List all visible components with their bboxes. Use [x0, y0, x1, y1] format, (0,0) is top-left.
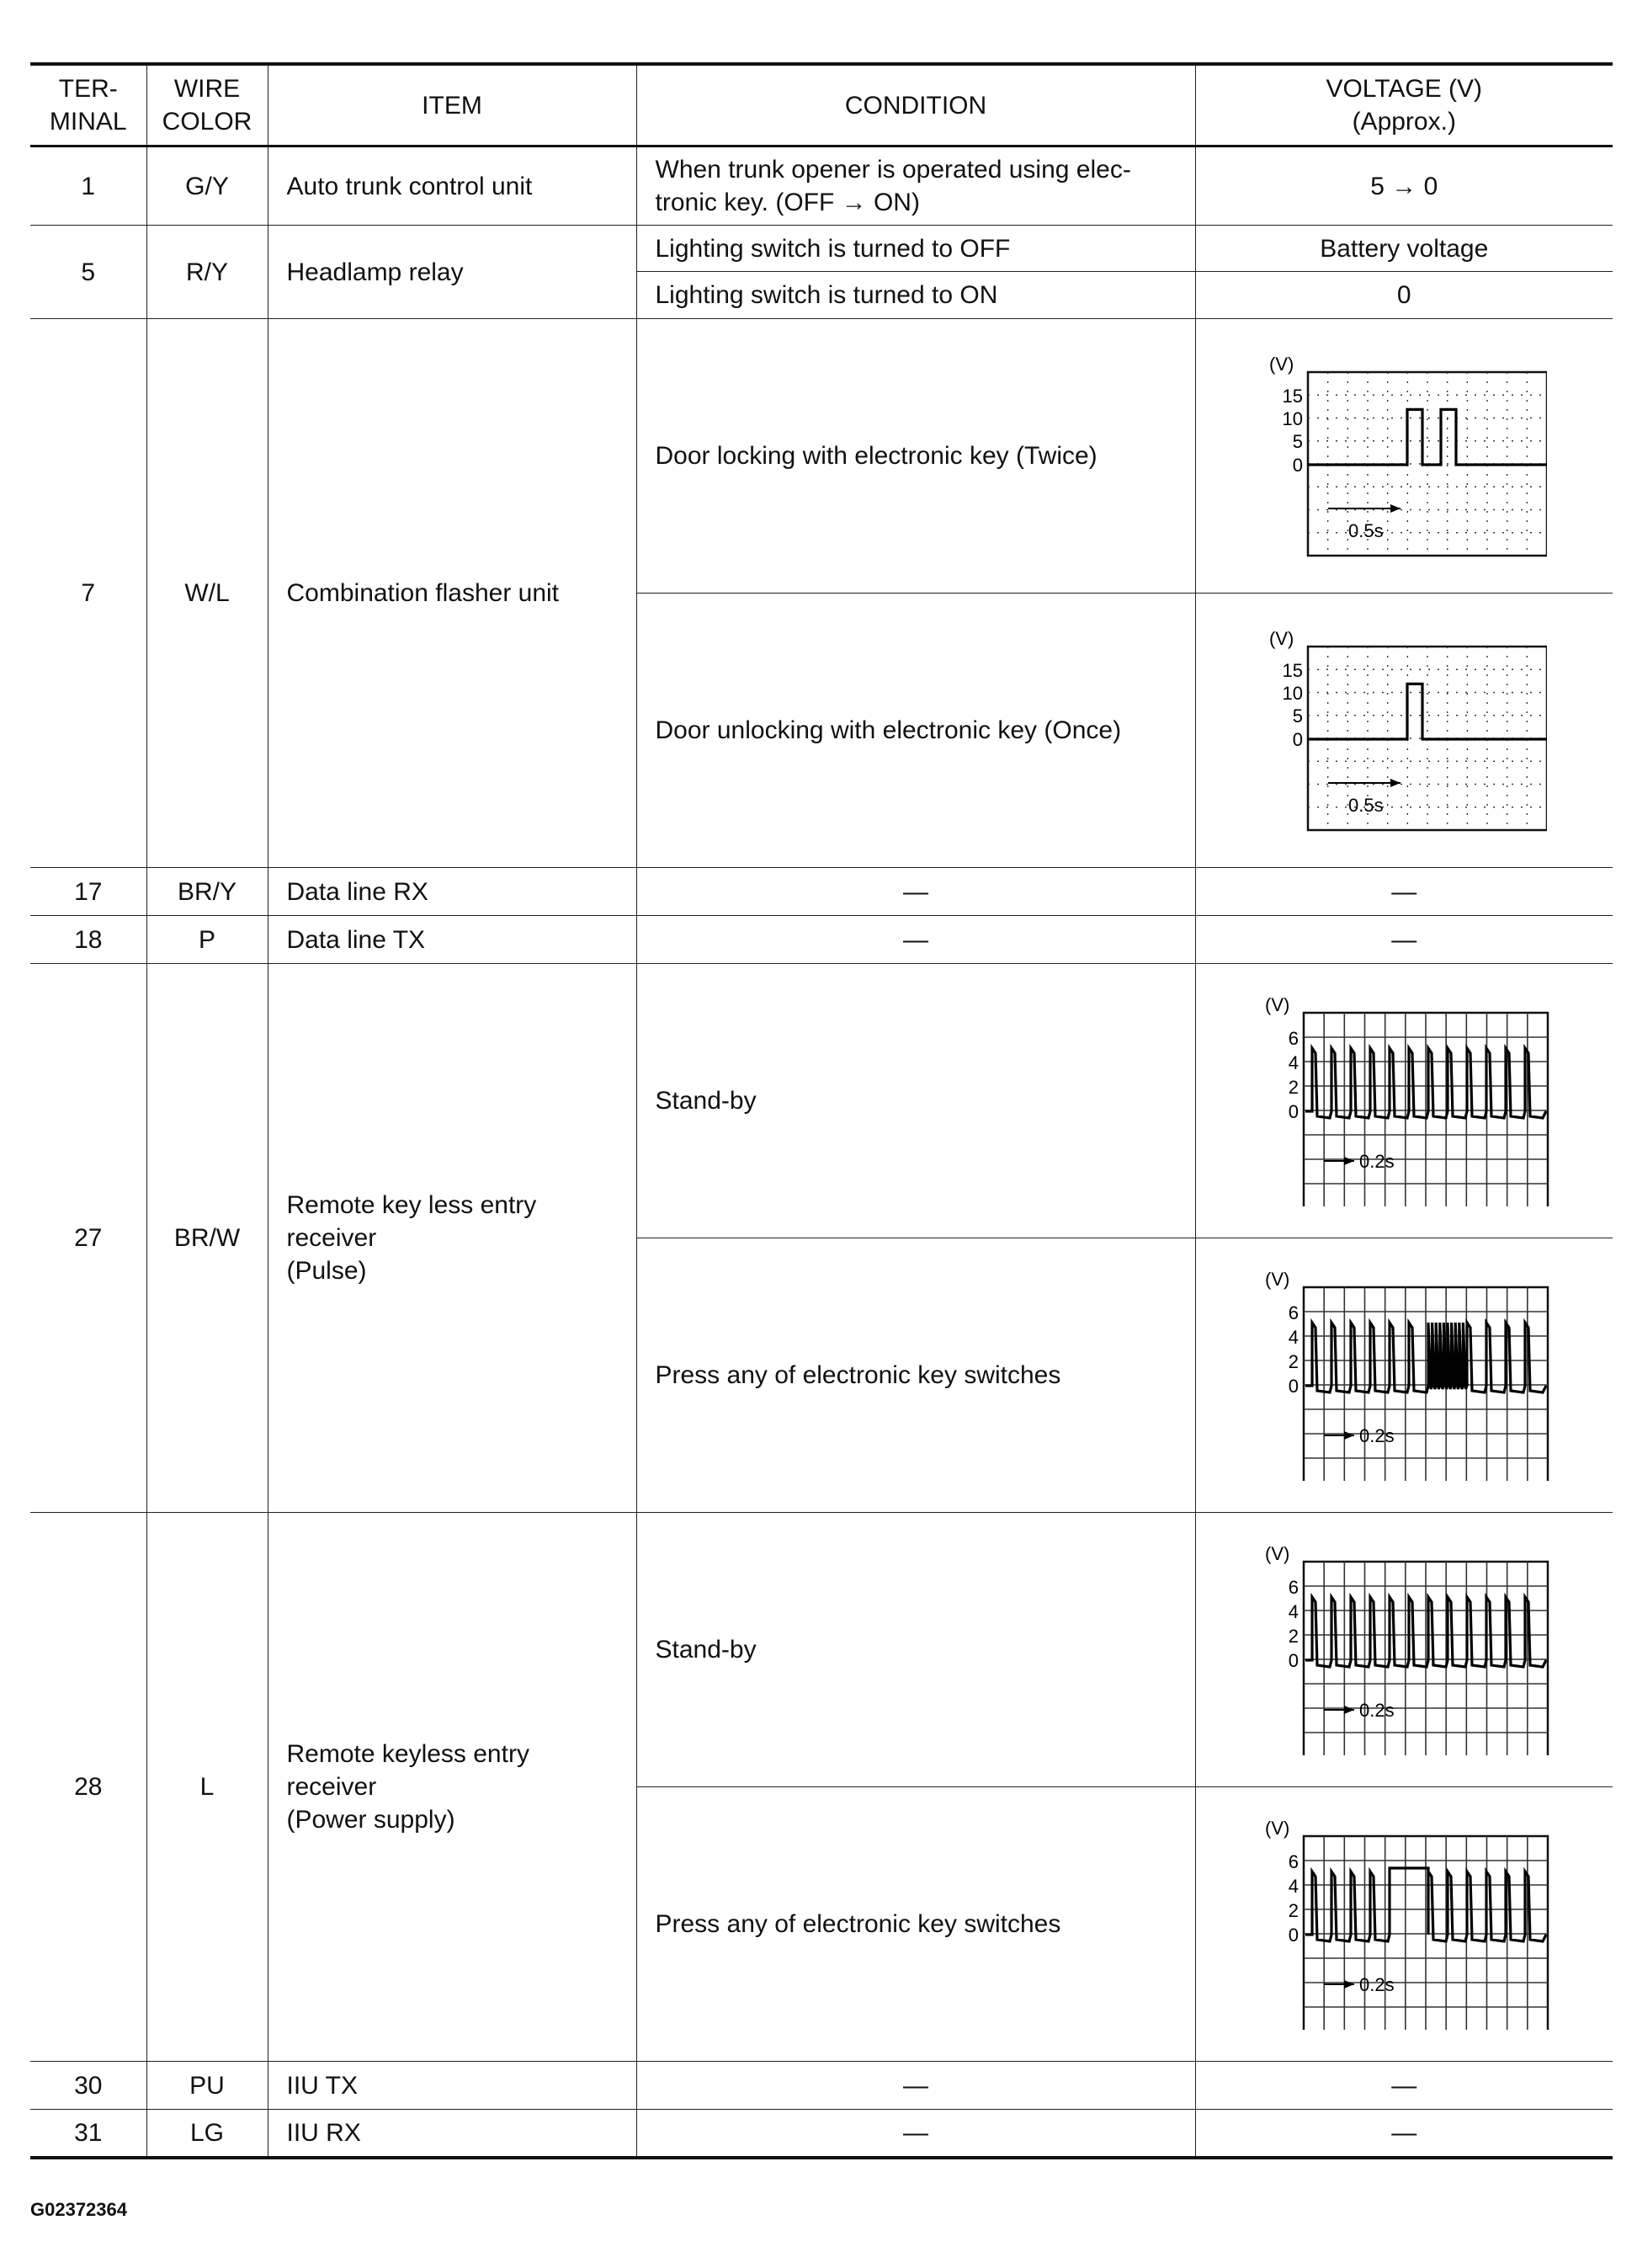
item-name: Data line TX — [268, 916, 636, 964]
terminal-number: 28 — [30, 1513, 146, 2062]
time-scale-arrow — [1324, 1706, 1354, 1714]
time-scale-label: 0.2s — [1359, 1973, 1395, 1995]
item-name: IIU TX — [268, 2062, 636, 2110]
waveform-y-tick: 0 — [1293, 454, 1304, 476]
item-name: Data line RX — [268, 868, 636, 916]
table-header-row — [30, 64, 1613, 146]
terminal-table-sheet — [30, 62, 1613, 2159]
item-name: Remote key less entry receiver (Pulse) — [268, 964, 636, 1513]
waveform-y-tick: 6 — [1289, 1576, 1300, 1598]
condition-text: — — [636, 868, 1195, 916]
condition-text: Stand-by — [636, 964, 1195, 1238]
voltage-value: 5 → 0 — [1195, 146, 1613, 226]
condition-text: Lighting switch is turned to ON — [636, 272, 1195, 319]
voltage-value — [1195, 1238, 1613, 1513]
table-row — [30, 1513, 1613, 1787]
voltage-value — [1195, 594, 1613, 868]
wire-color: BR/Y — [146, 868, 268, 916]
condition-text: Lighting switch is turned to OFF — [636, 226, 1195, 272]
table-body — [30, 146, 1613, 2158]
voltage-value — [1195, 319, 1613, 594]
voltage-value: — — [1195, 868, 1613, 916]
wire-color: R/Y — [146, 226, 268, 319]
time-scale-label: 0.5s — [1348, 519, 1384, 541]
waveform-pulse-press — [1257, 1270, 1551, 1481]
wire-color: PU — [146, 2062, 268, 2110]
table-row — [30, 319, 1613, 594]
time-scale-arrow — [1324, 1431, 1354, 1440]
waveform-unit-label: (V) — [1265, 1270, 1290, 1290]
waveform-y-tick: 5 — [1293, 430, 1304, 452]
wire-color: W/L — [146, 319, 268, 868]
item-name: Auto trunk control unit — [268, 146, 636, 226]
terminal-number: 31 — [30, 2110, 146, 2158]
waveform-y-tick: 15 — [1282, 385, 1304, 407]
waveform-pulse-standby — [1257, 996, 1551, 1206]
condition-text: Stand-by — [636, 1513, 1195, 1787]
waveform-y-tick: 2 — [1289, 1625, 1300, 1647]
voltage-value: Battery voltage — [1195, 226, 1613, 272]
waveform-y-tick: 0 — [1289, 1375, 1300, 1397]
time-scale-label: 0.2s — [1359, 1150, 1395, 1172]
table-row — [30, 2110, 1613, 2158]
item-name: IIU RX — [268, 2110, 636, 2158]
waveform-y-tick: 2 — [1289, 1899, 1300, 1921]
waveform-y-tick: 5 — [1293, 705, 1304, 727]
voltage-value: 0 — [1195, 272, 1613, 319]
condition-text: When trunk opener is operated using elec- tronic key. (OFF → ON) — [636, 146, 1195, 226]
header-condition: CONDITION — [636, 64, 1195, 146]
condition-text: Press any of electronic key switches — [636, 1787, 1195, 2062]
item-name: Headlamp relay — [268, 226, 636, 319]
waveform-y-tick: 10 — [1282, 407, 1304, 429]
voltage-value: — — [1195, 916, 1613, 964]
item-name: Remote keyless entry receiver (Power supply) — [268, 1513, 636, 2062]
time-scale-arrow — [1328, 779, 1400, 787]
time-scale-label: 0.2s — [1359, 1699, 1395, 1721]
waveform-y-tick: 2 — [1289, 1350, 1300, 1372]
table-row — [30, 146, 1613, 226]
terminal-number: 18 — [30, 916, 146, 964]
time-scale-arrow — [1324, 1980, 1354, 1988]
table-row — [30, 868, 1613, 916]
waveform-y-tick: 6 — [1289, 1850, 1300, 1872]
terminal-number: 30 — [30, 2062, 146, 2110]
wire-color: L — [146, 1513, 268, 2062]
waveform-y-tick: 4 — [1289, 1875, 1300, 1897]
table-row — [30, 2062, 1613, 2110]
waveform-unit-label: (V) — [1265, 1818, 1290, 1839]
waveform-unit-label: (V) — [1265, 995, 1290, 1015]
header-item: ITEM — [268, 64, 636, 146]
wire-color: G/Y — [146, 146, 268, 226]
header-wire-color: WIRE COLOR — [146, 64, 268, 146]
terminal-number: 5 — [30, 226, 146, 319]
table-row — [30, 916, 1613, 964]
waveform-y-tick: 0 — [1289, 1100, 1300, 1122]
voltage-value — [1195, 1787, 1613, 2062]
waveform-y-tick: 15 — [1282, 659, 1304, 681]
waveform-y-tick: 10 — [1282, 682, 1304, 704]
voltage-value — [1195, 964, 1613, 1238]
waveform-y-tick: 2 — [1289, 1076, 1300, 1098]
waveform-power-standby — [1257, 1545, 1551, 1755]
terminal-number: 7 — [30, 319, 146, 868]
waveform-unit-label: (V) — [1269, 629, 1294, 649]
header-voltage: VOLTAGE (V) (Approx.) — [1195, 64, 1613, 146]
condition-text: Door locking with electronic key (Twice) — [636, 319, 1195, 594]
waveform-y-tick: 6 — [1289, 1027, 1300, 1049]
time-scale-label: 0.5s — [1348, 794, 1384, 816]
terminal-number: 1 — [30, 146, 146, 226]
waveform-unit-label: (V) — [1265, 1544, 1290, 1564]
waveform-y-tick: 0 — [1289, 1649, 1300, 1671]
waveform-y-tick: 4 — [1289, 1051, 1300, 1073]
waveform-y-tick: 4 — [1289, 1600, 1300, 1622]
waveform-y-tick: 4 — [1289, 1326, 1300, 1348]
time-scale-arrow — [1324, 1157, 1354, 1165]
condition-text: Press any of electronic key switches — [636, 1238, 1195, 1513]
condition-text: — — [636, 2110, 1195, 2158]
item-name: Combination flasher unit — [268, 319, 636, 868]
waveform-lock — [1261, 355, 1547, 557]
voltage-value: — — [1195, 2062, 1613, 2110]
time-scale-arrow — [1328, 504, 1400, 513]
header-terminal: TER- MINAL — [30, 64, 146, 146]
terminal-number: 27 — [30, 964, 146, 1513]
table-row — [30, 226, 1613, 272]
waveform-unlock — [1261, 630, 1547, 832]
condition-text: — — [636, 2062, 1195, 2110]
voltage-value — [1195, 1513, 1613, 1787]
waveform-y-tick: 6 — [1289, 1302, 1300, 1323]
terminal-number: 17 — [30, 868, 146, 916]
wire-color: BR/W — [146, 964, 268, 1513]
table-row — [30, 964, 1613, 1238]
figure-code: G02372364 — [30, 2199, 127, 2220]
voltage-value: — — [1195, 2110, 1613, 2158]
condition-text: — — [636, 916, 1195, 964]
condition-text: Door unlocking with electronic key (Once) — [636, 594, 1195, 868]
waveform-y-tick: 0 — [1293, 728, 1304, 750]
wire-color: P — [146, 916, 268, 964]
waveform-y-tick: 0 — [1289, 1924, 1300, 1946]
terminal-voltage-table — [30, 62, 1613, 2159]
wire-color: LG — [146, 2110, 268, 2158]
time-scale-label: 0.2s — [1359, 1424, 1395, 1446]
waveform-unit-label: (V) — [1269, 354, 1294, 375]
waveform-power-press — [1257, 1819, 1551, 2030]
